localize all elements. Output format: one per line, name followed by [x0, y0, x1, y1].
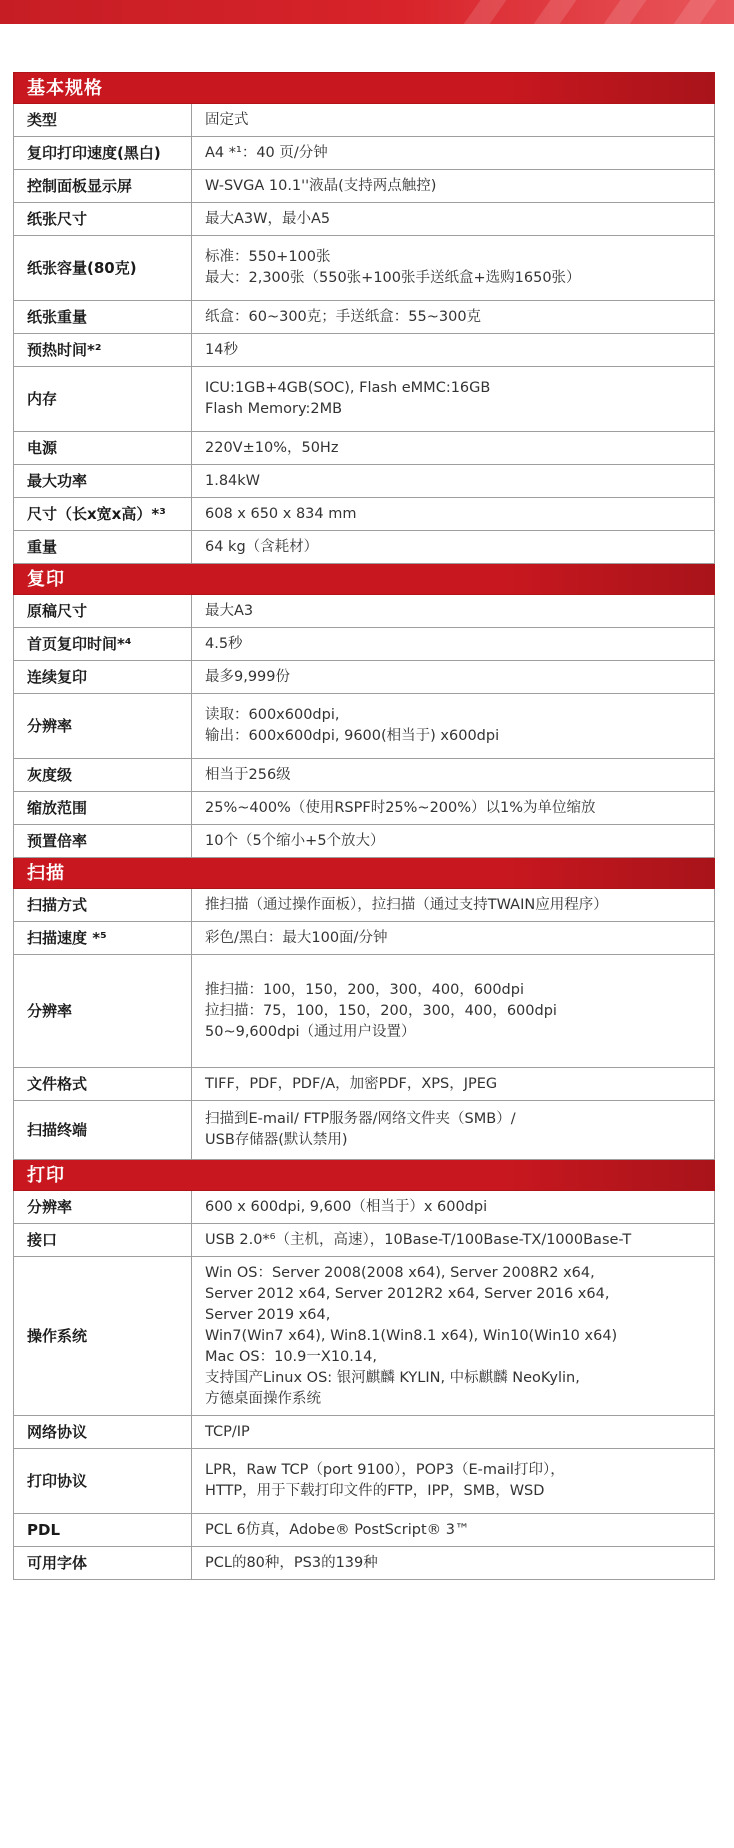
spec-value: 相当于256级	[192, 759, 715, 792]
spec-label: 文件格式	[14, 1068, 192, 1101]
spec-value: 4.5秒	[192, 628, 715, 661]
spec-label: 电源	[14, 432, 192, 465]
spec-row	[14, 628, 715, 661]
spec-label: 连续复印	[14, 661, 192, 694]
spec-row	[14, 432, 715, 465]
spec-row	[14, 595, 715, 628]
spec-value: PCL的80种，PS3的139种	[192, 1547, 715, 1580]
spec-label: 内存	[14, 367, 192, 432]
spec-label: 预热时间*²	[14, 334, 192, 367]
spec-row	[14, 236, 715, 301]
spec-value: 最多9,999份	[192, 661, 715, 694]
spec-label: 分辨率	[14, 694, 192, 759]
spec-label: 网络协议	[14, 1416, 192, 1449]
spec-label: 纸张容量(80克)	[14, 236, 192, 301]
spec-value: 读取：600x600dpi, 输出：600x600dpi, 9600(相当于) x600dpi	[192, 694, 715, 759]
spec-row	[14, 694, 715, 759]
section-title: 复印	[14, 564, 715, 595]
spec-row	[14, 955, 715, 1068]
spec-row	[14, 1416, 715, 1449]
spec-label: 扫描速度 *⁵	[14, 922, 192, 955]
spec-row	[14, 531, 715, 564]
spec-label: 首页复印时间*⁴	[14, 628, 192, 661]
spec-value: USB 2.0*⁶（主机，高速），10Base-T/100Base-TX/1000Base-T	[192, 1224, 715, 1257]
spec-row	[14, 203, 715, 236]
spec-row	[14, 1068, 715, 1101]
spec-row	[14, 825, 715, 858]
spec-label: 操作系统	[14, 1257, 192, 1416]
spec-row	[14, 1547, 715, 1580]
spec-value: 推扫描：100，150，200，300，400，600dpi 拉扫描：75，100，150，200，300，400，600dpi 50~9,600dpi（通过用户设置）	[192, 955, 715, 1068]
spec-value: 固定式	[192, 104, 715, 137]
spec-label: 缩放范围	[14, 792, 192, 825]
spec-value: TCP/IP	[192, 1416, 715, 1449]
spec-value: 25%~400%（使用RSPF时25%~200%）以1%为单位缩放	[192, 792, 715, 825]
spec-row	[14, 301, 715, 334]
spec-row	[14, 1449, 715, 1514]
section-header	[14, 858, 715, 889]
spec-value: Win OS：Server 2008(2008 x64), Server 2008R2 x64, Server 2012 x64, Server 2012R2 x64, Server 2016 x64, Server 2019 x64, Win7(Win7 x64), Win8.1(Win8.1 x64), Win10(Win10 x64) Mac OS：10.9一X10.14, 支持国产Linux OS: 银河麒麟 KYLIN, 中标麒麟 NeoKylin, 方德桌面操作系统	[192, 1257, 715, 1416]
section-header	[14, 564, 715, 595]
spec-label: 扫描终端	[14, 1101, 192, 1160]
spec-row	[14, 465, 715, 498]
spec-value: 10个（5个缩小+5个放大）	[192, 825, 715, 858]
spec-row	[14, 1224, 715, 1257]
spec-row	[14, 170, 715, 203]
spec-value: ICU:1GB+4GB(SOC), Flash eMMC:16GB Flash Memory:2MB	[192, 367, 715, 432]
spec-label: 纸张重量	[14, 301, 192, 334]
spec-row	[14, 792, 715, 825]
spec-value: TIFF，PDF，PDF/A，加密PDF，XPS，JPEG	[192, 1068, 715, 1101]
spec-label: 纸张尺寸	[14, 203, 192, 236]
top-banner	[0, 0, 734, 24]
spec-value: LPR，Raw TCP（port 9100），POP3（E-mail打印）， HTTP，用于下载打印文件的FTP，IPP，SMB，WSD	[192, 1449, 715, 1514]
spec-value: 纸盒：60~300克；手送纸盒：55~300克	[192, 301, 715, 334]
spec-row	[14, 104, 715, 137]
section-header	[14, 73, 715, 104]
spec-table	[13, 72, 715, 1580]
spec-value: 1.84kW	[192, 465, 715, 498]
spec-row	[14, 367, 715, 432]
spec-label: 预置倍率	[14, 825, 192, 858]
spec-row	[14, 1257, 715, 1416]
spec-label: 扫描方式	[14, 889, 192, 922]
spec-row	[14, 759, 715, 792]
spec-label: 控制面板显示屏	[14, 170, 192, 203]
spec-value: PCL 6仿真，Adobe® PostScript® 3™	[192, 1514, 715, 1547]
spec-value: 608 x 650 x 834 mm	[192, 498, 715, 531]
spec-value: 推扫描（通过操作面板），拉扫描（通过支持TWAIN应用程序）	[192, 889, 715, 922]
spec-label: 最大功率	[14, 465, 192, 498]
spec-label: 可用字体	[14, 1547, 192, 1580]
spec-value: 600 x 600dpi, 9,600（相当于）x 600dpi	[192, 1191, 715, 1224]
spec-row	[14, 889, 715, 922]
spec-row	[14, 1191, 715, 1224]
spec-value: 14秒	[192, 334, 715, 367]
spec-value: A4 *¹：40 页/分钟	[192, 137, 715, 170]
spec-label: PDL	[14, 1514, 192, 1547]
spec-label: 尺寸（长x宽x高）*³	[14, 498, 192, 531]
section-title: 基本规格	[14, 73, 715, 104]
spec-value: 扫描到E-mail/ FTP服务器/网络文件夹（SMB）/ USB存储器(默认禁用)	[192, 1101, 715, 1160]
spec-value: 220V±10%，50Hz	[192, 432, 715, 465]
spec-label: 灰度级	[14, 759, 192, 792]
section-title: 扫描	[14, 858, 715, 889]
spec-label: 分辨率	[14, 1191, 192, 1224]
spec-row	[14, 661, 715, 694]
spec-row	[14, 334, 715, 367]
spec-value: 最大A3	[192, 595, 715, 628]
spec-row	[14, 1514, 715, 1547]
spec-label: 原稿尺寸	[14, 595, 192, 628]
spec-value: 64 kg（含耗材）	[192, 531, 715, 564]
spec-label: 复印打印速度(黑白)	[14, 137, 192, 170]
spec-row	[14, 922, 715, 955]
spec-row	[14, 498, 715, 531]
spec-value: 彩色/黑白：最大100面/分钟	[192, 922, 715, 955]
spec-row	[14, 1101, 715, 1160]
spec-label: 接口	[14, 1224, 192, 1257]
spec-label: 打印协议	[14, 1449, 192, 1514]
spec-value: 最大A3W，最小A5	[192, 203, 715, 236]
spec-label: 类型	[14, 104, 192, 137]
spec-row	[14, 137, 715, 170]
spec-label: 分辨率	[14, 955, 192, 1068]
section-header	[14, 1160, 715, 1191]
spec-value: 标准：550+100张 最大：2,300张（550张+100张手送纸盒+选购1650张）	[192, 236, 715, 301]
section-title: 打印	[14, 1160, 715, 1191]
spec-value: W-SVGA 10.1''液晶(支持两点触控)	[192, 170, 715, 203]
spec-label: 重量	[14, 531, 192, 564]
